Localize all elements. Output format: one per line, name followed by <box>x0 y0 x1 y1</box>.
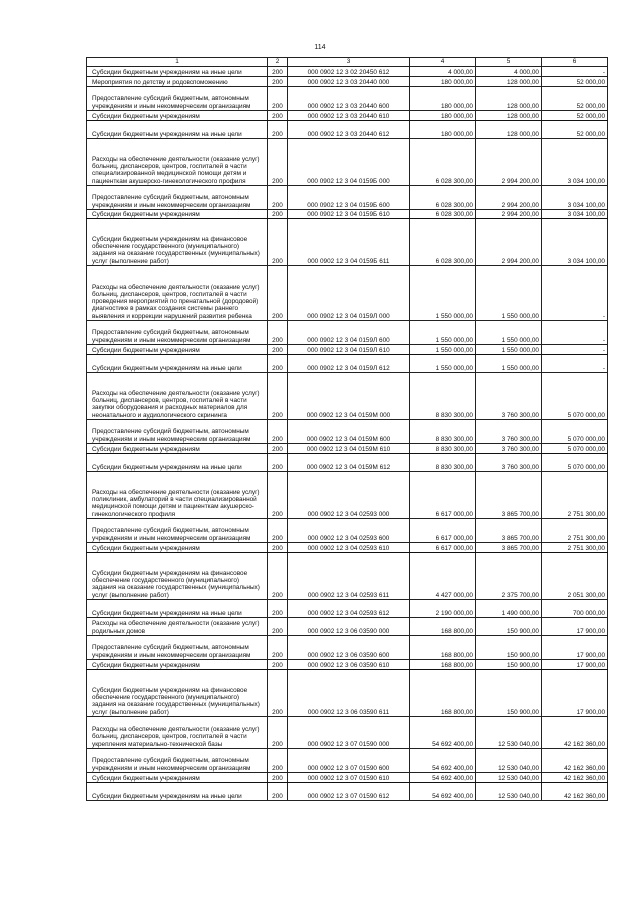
amount-col5-cell: 12 530 040,00 <box>476 783 542 801</box>
amount-col6-cell: 2 751 300,00 <box>542 519 608 543</box>
item-name-cell: Субсидии бюджетным учреждениям на финансовое обеспечение государственного (муниципального) задания на оказание государственных (муниципальных) услуг (выполнение работ) <box>87 670 268 717</box>
column-2-cell: 200 <box>268 121 288 139</box>
budget-code-cell: 000 0902 12 3 07 01590 612 <box>288 783 410 801</box>
amount-col6-cell: 700 000,00 <box>542 600 608 618</box>
column-2-cell: 200 <box>268 210 288 219</box>
column-2-cell: 200 <box>268 355 288 373</box>
budget-code-cell: 000 0902 12 3 04 0159Б 600 <box>288 186 410 210</box>
budget-code-cell: 000 0902 12 3 04 0159Б 610 <box>288 210 410 219</box>
item-name-cell: Субсидии бюджетным учреждениям <box>87 210 268 219</box>
amount-col5-cell: 3 760 300,00 <box>476 444 542 454</box>
budget-code-cell: 000 0902 12 3 07 01590 000 <box>288 717 410 749</box>
item-name-cell: Предоставление субсидий бюджетным, автономным учреждениям и иным некоммерческим организациям <box>87 749 268 773</box>
amount-col4-cell: 6 028 300,00 <box>410 210 476 219</box>
table-row <box>87 139 608 186</box>
table-row <box>87 636 608 660</box>
budget-code-cell: 000 0902 12 3 03 20440 610 <box>288 111 410 121</box>
amount-col5-cell: 128 000,00 <box>476 87 542 111</box>
item-name-cell: Субсидии бюджетным учреждениям на иные цели <box>87 600 268 618</box>
table-row <box>87 355 608 373</box>
column-2-cell: 200 <box>268 186 288 210</box>
item-name-cell: Субсидии бюджетным учреждениям на финансовое обеспечение государственного (муниципального) задания на оказание государственных (муниципальных) услуг (выполнение работ) <box>87 219 268 266</box>
item-name-cell: Предоставление субсидий бюджетным, автономным учреждениям и иным некоммерческим организациям <box>87 186 268 210</box>
budget-code-cell: 000 0902 12 3 04 0159Б 000 <box>288 139 410 186</box>
column-2-cell: 200 <box>268 553 288 600</box>
amount-col4-cell: 168 800,00 <box>410 660 476 670</box>
budget-code-cell: 000 0902 12 3 02 20450 612 <box>288 67 410 77</box>
amount-col4-cell: 168 800,00 <box>410 636 476 660</box>
amount-col5-cell: 3 760 300,00 <box>476 373 542 420</box>
item-name-cell: Предоставление субсидий бюджетным, автономным учреждениям и иным некоммерческим организациям <box>87 87 268 111</box>
amount-col5-cell: 3 865 700,00 <box>476 543 542 553</box>
item-name-cell: Мероприятия по детству и родовспоможению <box>87 77 268 87</box>
budget-code-cell: 000 0902 12 3 04 02593 611 <box>288 553 410 600</box>
amount-col4-cell: 6 028 300,00 <box>410 219 476 266</box>
amount-col6-cell: 52 000,00 <box>542 87 608 111</box>
amount-col6-cell: 52 000,00 <box>542 111 608 121</box>
page-number: 114 <box>314 44 326 51</box>
amount-col6-cell: 2 751 300,00 <box>542 543 608 553</box>
item-name-cell: Расходы на обеспечение деятельности (оказание услуг) больниц, диспансеров, центров, госпиталей в части проведения мероприятий по пренатальной (дородовой) диагностике в рамках создания системы раннего выявления и коррекции нарушений развития ребенка <box>87 266 268 321</box>
column-2-cell: 200 <box>268 543 288 553</box>
column-2-cell: 200 <box>268 636 288 660</box>
amount-col4-cell: 168 800,00 <box>410 670 476 717</box>
amount-col4-cell: 54 692 400,00 <box>410 749 476 773</box>
column-2-cell: 200 <box>268 749 288 773</box>
amount-col4-cell: 8 830 300,00 <box>410 420 476 444</box>
column-2-cell: 200 <box>268 219 288 266</box>
amount-col6-cell: 52 000,00 <box>542 121 608 139</box>
column-2-cell: 200 <box>268 670 288 717</box>
column-2-cell: 200 <box>268 454 288 472</box>
amount-col5-cell: 150 900,00 <box>476 660 542 670</box>
budget-code-cell: 000 0902 12 3 06 03590 610 <box>288 660 410 670</box>
amount-col6-cell: 42 162 360,00 <box>542 773 608 783</box>
column-2-cell: 200 <box>268 660 288 670</box>
amount-col4-cell: 54 692 400,00 <box>410 783 476 801</box>
table-row <box>87 266 608 321</box>
column-2-cell: 200 <box>268 600 288 618</box>
budget-code-cell: 000 0902 12 3 04 0159М 000 <box>288 373 410 420</box>
column-2-cell: 200 <box>268 420 288 444</box>
column-2-cell: 200 <box>268 345 288 355</box>
table-row <box>87 472 608 519</box>
amount-col6-cell: 52 000,00 <box>542 77 608 87</box>
amount-col6-cell: 5 070 000,00 <box>542 444 608 454</box>
amount-col4-cell: 1 550 000,00 <box>410 345 476 355</box>
amount-col4-cell: 8 830 300,00 <box>410 444 476 454</box>
budget-code-cell: 000 0902 12 3 03 20440 612 <box>288 121 410 139</box>
table-row <box>87 717 608 749</box>
amount-col5-cell: 2 994 200,00 <box>476 139 542 186</box>
amount-col4-cell: 1 550 000,00 <box>410 266 476 321</box>
budget-code-cell: 000 0902 12 3 04 0159М 600 <box>288 420 410 444</box>
table-row <box>87 121 608 139</box>
table-row <box>87 618 608 636</box>
budget-code-cell: 000 0902 12 3 04 0159Л 000 <box>288 266 410 321</box>
amount-col5-cell: 150 900,00 <box>476 618 542 636</box>
amount-col5-cell: 1 550 000,00 <box>476 355 542 373</box>
budget-code-cell: 000 0902 12 3 04 02593 600 <box>288 519 410 543</box>
amount-col5-cell: 2 994 200,00 <box>476 210 542 219</box>
amount-col5-cell: 1 490 000,00 <box>476 600 542 618</box>
item-name-cell: Расходы на обеспечение деятельности (оказание услуг) поликлиник, амбулаторий в части специализированной медицинской помощи детям и пациенткам акушерско-гинекологического профиля <box>87 472 268 519</box>
amount-col4-cell: 6 617 000,00 <box>410 472 476 519</box>
item-name-cell: Субсидии бюджетным учреждениям <box>87 345 268 355</box>
item-name-cell: Предоставление субсидий бюджетным, автономным учреждениям и иным некоммерческим организациям <box>87 519 268 543</box>
amount-col6-cell: 17 900,00 <box>542 618 608 636</box>
item-name-cell: Субсидии бюджетным учреждениям на иные цели <box>87 121 268 139</box>
amount-col5-cell: 3 760 300,00 <box>476 454 542 472</box>
column-2-cell: 200 <box>268 266 288 321</box>
amount-col5-cell: 3 865 700,00 <box>476 472 542 519</box>
table-row <box>87 77 608 87</box>
amount-col5-cell: 1 550 000,00 <box>476 266 542 321</box>
table-row <box>87 553 608 600</box>
amount-col5-cell: 12 530 040,00 <box>476 717 542 749</box>
amount-col6-cell: 17 900,00 <box>542 636 608 660</box>
column-2-cell: 200 <box>268 87 288 111</box>
amount-col4-cell: 4 427 000,00 <box>410 553 476 600</box>
table-row <box>87 219 608 266</box>
column-2-cell: 200 <box>268 783 288 801</box>
header-cell: 3 <box>288 58 410 67</box>
item-name-cell: Субсидии бюджетным учреждениям <box>87 773 268 783</box>
item-name-cell: Субсидии бюджетным учреждениям <box>87 660 268 670</box>
amount-col6-cell: 3 034 100,00 <box>542 210 608 219</box>
table-row <box>87 670 608 717</box>
table-row <box>87 210 608 219</box>
amount-col6-cell: - <box>542 345 608 355</box>
amount-col5-cell: 3 760 300,00 <box>476 420 542 444</box>
amount-col4-cell: 6 028 300,00 <box>410 139 476 186</box>
item-name-cell: Предоставление субсидий бюджетным, автономным учреждениям и иным некоммерческим организациям <box>87 321 268 345</box>
item-name-cell: Субсидии бюджетным учреждениям <box>87 111 268 121</box>
amount-col5-cell: 4 000,00 <box>476 67 542 77</box>
budget-code-cell: 000 0902 12 3 03 20440 600 <box>288 87 410 111</box>
amount-col4-cell: 54 692 400,00 <box>410 717 476 749</box>
amount-col6-cell: 3 034 100,00 <box>542 186 608 210</box>
amount-col6-cell: 17 900,00 <box>542 660 608 670</box>
budget-code-cell: 000 0902 12 3 04 02593 610 <box>288 543 410 553</box>
column-2-cell: 200 <box>268 111 288 121</box>
amount-col4-cell: 2 190 000,00 <box>410 600 476 618</box>
item-name-cell: Расходы на обеспечение деятельности (оказание услуг) больниц, диспансеров, центров, госпиталей в части закупки оборудования и расходных материалов для неонатального и аудиологического скрининга <box>87 373 268 420</box>
budget-code-cell: 000 0902 12 3 07 01590 610 <box>288 773 410 783</box>
budget-code-cell: 000 0902 12 3 03 20440 000 <box>288 77 410 87</box>
amount-col4-cell: 4 000,00 <box>410 67 476 77</box>
amount-col6-cell: 5 070 000,00 <box>542 420 608 444</box>
column-2-cell: 200 <box>268 717 288 749</box>
amount-col4-cell: 180 000,00 <box>410 111 476 121</box>
column-2-cell: 200 <box>268 519 288 543</box>
column-2-cell: 200 <box>268 77 288 87</box>
amount-col6-cell: - <box>542 67 608 77</box>
budget-code-cell: 000 0902 12 3 04 02593 000 <box>288 472 410 519</box>
amount-col6-cell: 42 162 360,00 <box>542 749 608 773</box>
table-row <box>87 87 608 111</box>
amount-col4-cell: 54 692 400,00 <box>410 773 476 783</box>
item-name-cell: Расходы на обеспечение деятельности (оказание услуг) родильных домов <box>87 618 268 636</box>
amount-col5-cell: 150 900,00 <box>476 636 542 660</box>
table-header-row <box>87 58 608 67</box>
amount-col5-cell: 3 865 700,00 <box>476 519 542 543</box>
column-2-cell: 200 <box>268 773 288 783</box>
table-row <box>87 111 608 121</box>
column-2-cell: 200 <box>268 139 288 186</box>
item-name-cell: Субсидии бюджетным учреждениям на финансовое обеспечение государственного (муниципального) задания на оказание государственных (муниципальных) услуг (выполнение работ) <box>87 553 268 600</box>
table-row <box>87 783 608 801</box>
table-row <box>87 660 608 670</box>
amount-col6-cell: 17 900,00 <box>542 670 608 717</box>
amount-col4-cell: 6 617 000,00 <box>410 543 476 553</box>
amount-col6-cell: 5 070 000,00 <box>542 373 608 420</box>
amount-col4-cell: 1 550 000,00 <box>410 321 476 345</box>
amount-col5-cell: 128 000,00 <box>476 77 542 87</box>
amount-col5-cell: 1 550 000,00 <box>476 345 542 355</box>
column-2-cell: 200 <box>268 321 288 345</box>
amount-col6-cell: 42 162 360,00 <box>542 717 608 749</box>
amount-col5-cell: 128 000,00 <box>476 121 542 139</box>
item-name-cell: Предоставление субсидий бюджетным, автономным учреждениям и иным некоммерческим организациям <box>87 636 268 660</box>
table-row <box>87 543 608 553</box>
amount-col5-cell: 2 994 200,00 <box>476 186 542 210</box>
amount-col6-cell: 5 070 000,00 <box>542 454 608 472</box>
budget-code-cell: 000 0902 12 3 04 0159М 610 <box>288 444 410 454</box>
amount-col6-cell: 3 034 100,00 <box>542 219 608 266</box>
item-name-cell: Субсидии бюджетным учреждениям на иные цели <box>87 783 268 801</box>
column-2-cell: 200 <box>268 618 288 636</box>
amount-col5-cell: 150 900,00 <box>476 670 542 717</box>
budget-code-cell: 000 0902 12 3 04 02593 612 <box>288 600 410 618</box>
amount-col6-cell: 3 034 100,00 <box>542 139 608 186</box>
item-name-cell: Субсидии бюджетным учреждениям на иные цели <box>87 454 268 472</box>
amount-col4-cell: 6 617 000,00 <box>410 519 476 543</box>
table-row <box>87 420 608 444</box>
budget-code-cell: 000 0902 12 3 04 0159Л 612 <box>288 355 410 373</box>
item-name-cell: Расходы на обеспечение деятельности (оказание услуг) больниц, диспансеров, центров, госпиталей в части укрепления материально-технической базы <box>87 717 268 749</box>
amount-col6-cell: 42 162 360,00 <box>542 783 608 801</box>
table-row <box>87 186 608 210</box>
amount-col6-cell: - <box>542 266 608 321</box>
amount-col5-cell: 2 994 200,00 <box>476 219 542 266</box>
column-2-cell: 200 <box>268 67 288 77</box>
budget-code-cell: 000 0902 12 3 04 0159Л 600 <box>288 321 410 345</box>
header-cell: 1 <box>87 58 268 67</box>
item-name-cell: Предоставление субсидий бюджетным, автономным учреждениям и иным некоммерческим организациям <box>87 420 268 444</box>
column-2-cell: 200 <box>268 373 288 420</box>
table-row <box>87 345 608 355</box>
budget-code-cell: 000 0902 12 3 06 03590 000 <box>288 618 410 636</box>
header-cell: 4 <box>410 58 476 67</box>
table-row <box>87 67 608 77</box>
amount-col5-cell: 128 000,00 <box>476 111 542 121</box>
amount-col5-cell: 12 530 040,00 <box>476 749 542 773</box>
amount-col6-cell: 2 051 300,00 <box>542 553 608 600</box>
amount-col4-cell: 180 000,00 <box>410 77 476 87</box>
column-2-cell: 200 <box>268 444 288 454</box>
header-cell: 6 <box>542 58 608 67</box>
header-cell: 5 <box>476 58 542 67</box>
amount-col4-cell: 180 000,00 <box>410 87 476 111</box>
table-row <box>87 519 608 543</box>
budget-code-cell: 000 0902 12 3 04 0159М 612 <box>288 454 410 472</box>
amount-col6-cell: - <box>542 355 608 373</box>
amount-col4-cell: 180 000,00 <box>410 121 476 139</box>
amount-col4-cell: 1 550 000,00 <box>410 355 476 373</box>
header-cell: 2 <box>268 58 288 67</box>
table-row <box>87 373 608 420</box>
amount-col4-cell: 8 830 300,00 <box>410 373 476 420</box>
table-row <box>87 454 608 472</box>
amount-col4-cell: 168 800,00 <box>410 618 476 636</box>
budget-code-cell: 000 0902 12 3 07 01590 600 <box>288 749 410 773</box>
budget-code-cell: 000 0902 12 3 06 03590 600 <box>288 636 410 660</box>
item-name-cell: Субсидии бюджетным учреждениям <box>87 543 268 553</box>
item-name-cell: Субсидии бюджетным учреждениям <box>87 444 268 454</box>
table-row <box>87 321 608 345</box>
amount-col5-cell: 12 530 040,00 <box>476 773 542 783</box>
amount-col6-cell: - <box>542 321 608 345</box>
table-row <box>87 749 608 773</box>
budget-table <box>86 57 608 801</box>
column-2-cell: 200 <box>268 472 288 519</box>
table-row <box>87 600 608 618</box>
item-name-cell: Субсидии бюджетным учреждениям на иные цели <box>87 67 268 77</box>
amount-col4-cell: 8 830 300,00 <box>410 454 476 472</box>
item-name-cell: Субсидии бюджетным учреждениям на иные цели <box>87 355 268 373</box>
table-row <box>87 773 608 783</box>
amount-col5-cell: 1 550 000,00 <box>476 321 542 345</box>
budget-code-cell: 000 0902 12 3 06 03590 611 <box>288 670 410 717</box>
amount-col4-cell: 6 028 300,00 <box>410 186 476 210</box>
amount-col5-cell: 2 375 700,00 <box>476 553 542 600</box>
table-row <box>87 444 608 454</box>
amount-col6-cell: 2 751 300,00 <box>542 472 608 519</box>
item-name-cell: Расходы на обеспечение деятельности (оказание услуг) больниц, диспансеров, центров, госпиталей в части специализированной медицинской помощи детям и пациенткам акушерско-гинекологического профиля <box>87 139 268 186</box>
budget-code-cell: 000 0902 12 3 04 0159Б 611 <box>288 219 410 266</box>
budget-code-cell: 000 0902 12 3 04 0159Л 610 <box>288 345 410 355</box>
